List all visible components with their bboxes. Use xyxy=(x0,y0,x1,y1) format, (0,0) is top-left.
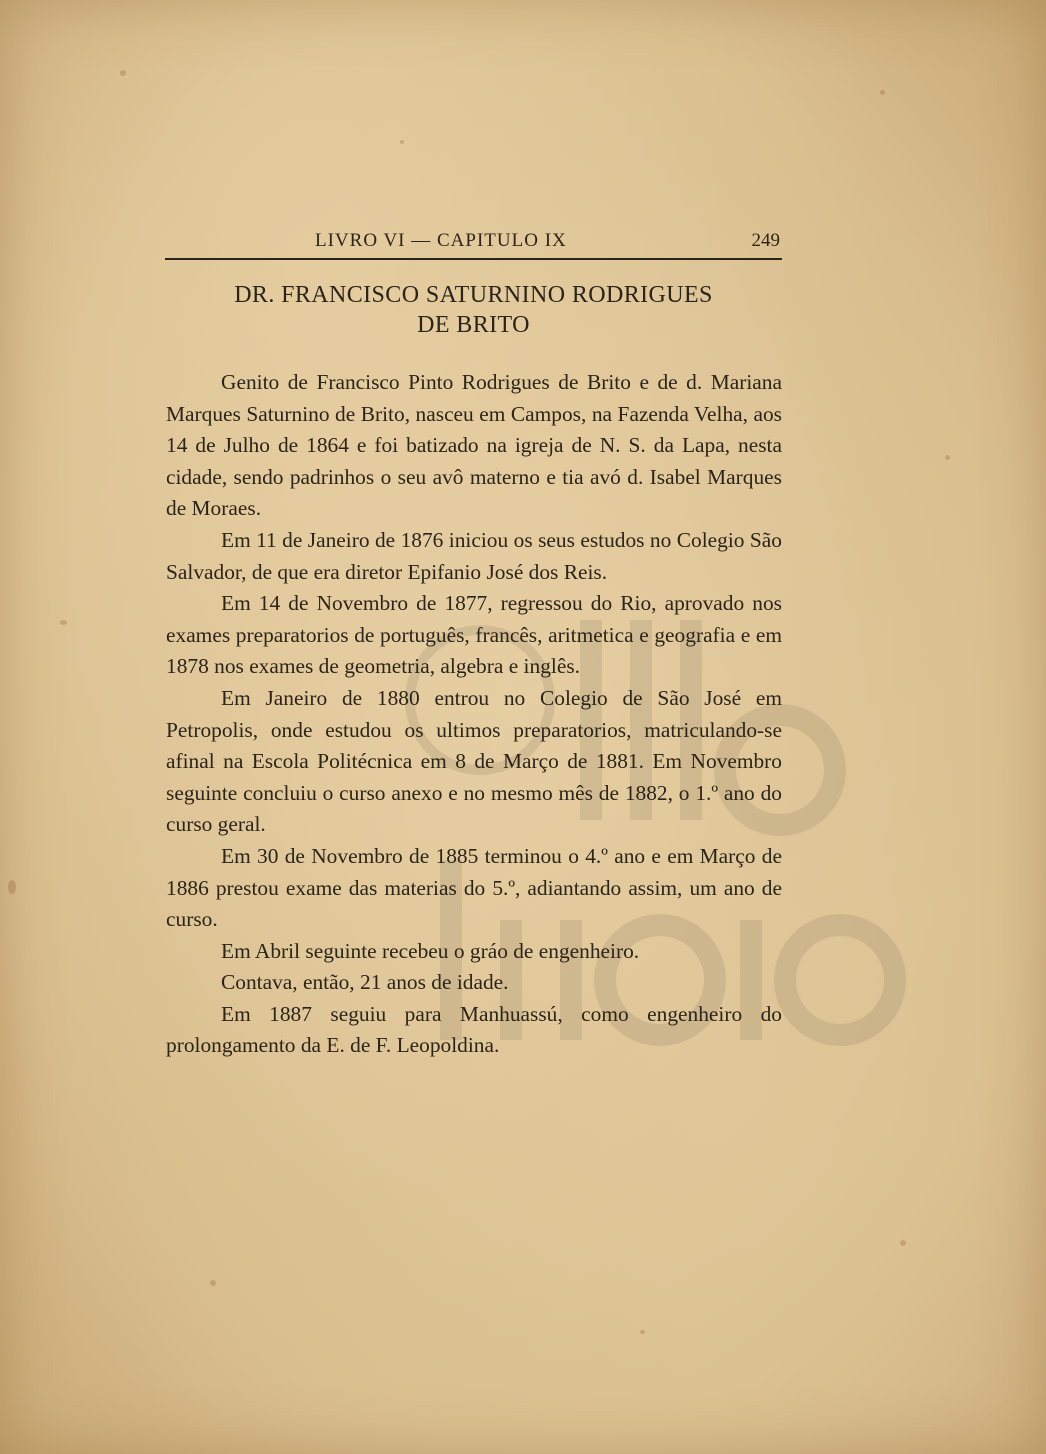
paper-speck xyxy=(400,140,404,144)
running-title: LIVRO VI — CAPITULO IX xyxy=(315,230,567,251)
paper-speck xyxy=(640,1330,645,1334)
paper-speck xyxy=(945,455,950,460)
paper-speck xyxy=(60,620,67,625)
paper-speck xyxy=(120,70,126,76)
paragraph: Em 1887 seguiu para Manhuassú, como engenheiro do prolongamento da E. de F. Leopoldina. xyxy=(166,1001,782,1058)
chapter-title xyxy=(165,280,782,340)
paragraph: Contava, então, 21 anos de idade. xyxy=(221,970,509,995)
page-number: 249 xyxy=(751,230,780,251)
chapter-title-line-1: DR. FRANCISCO SATURNINO RODRIGUES xyxy=(234,282,713,308)
paragraph: Em 30 de Novembro de 1885 terminou o 4.º ano e em Março de 1886 prestou exame das materias do 5.º, adiantando assim, um ano de curso. xyxy=(166,843,782,932)
paper-speck xyxy=(210,1280,216,1286)
paragraph: Em Abril seguinte recebeu o gráo de engenheiro. xyxy=(221,938,640,963)
paper-speck xyxy=(900,1240,906,1246)
paragraph: Em Janeiro de 1880 entrou no Colegio de São José em Petropolis, onde estudou os ultimos preparatorios, matriculando-se afinal na Escola Politécnica em 8 de Março de 1881. Em Novembro seguinte concluiu o curso anexo e no mesmo mês de 1882, o 1.º ano do curso geral. xyxy=(166,685,782,837)
paragraph: Em 14 de Novembro de 1877, regressou do Rio, aprovado nos exames preparatorios de português, francês, aritmetica e geografia e em 1878 nos exames de geometria, algebra e inglês. xyxy=(166,591,782,679)
paper-speck xyxy=(880,90,885,95)
paragraph: Em 11 de Janeiro de 1876 iniciou os seus estudos no Colegio São Salvador, de que era diretor Epifanio José dos Reis. xyxy=(166,527,782,584)
chapter-title-line-2: DE BRITO xyxy=(417,312,530,338)
body-text xyxy=(166,367,782,1062)
paragraph: Genito de Francisco Pinto Rodrigues de Brito e de d. Mariana Marques Saturnino de Brito, nasceu em Campos, na Fazenda Velha, aos 14 de Julho de 1864 e foi batizado na igreja de N. S. da Lapa, nesta cidade, sendo padrinhos o seu avô materno e tia avó d. Isabel Marques de Moraes. xyxy=(166,370,782,521)
running-header xyxy=(165,226,782,260)
paper-speck xyxy=(8,880,16,894)
